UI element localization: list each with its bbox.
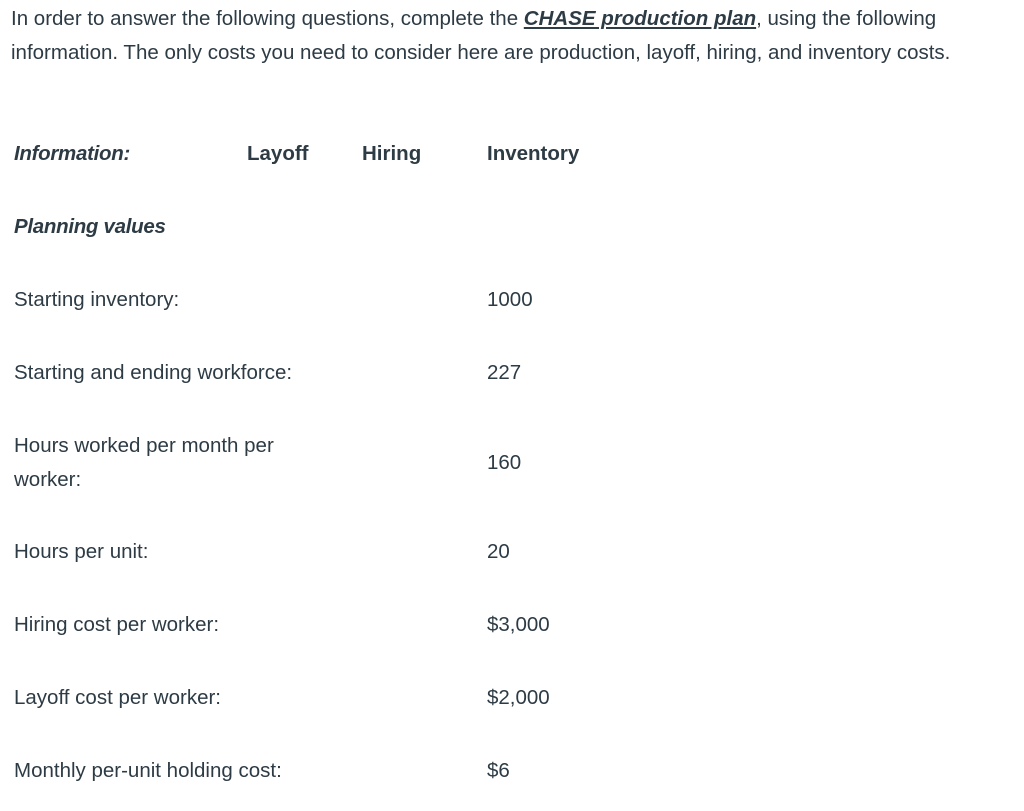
- row-label-holding-cost: Monthly per-unit holding cost:: [14, 759, 282, 782]
- intro-text-before: In order to answer the following questions, complete the: [11, 7, 524, 30]
- row-value-starting-inventory: 1000: [487, 288, 533, 311]
- inventory-column-header: Inventory: [487, 142, 580, 165]
- row-label-hiring-cost: Hiring cost per worker:: [14, 613, 220, 636]
- row-label-hours-per-unit: Hours per unit:: [14, 540, 149, 563]
- intro-text-after: , using the following information. The only costs you need to consider here are production, layoff, hiring, and inventory costs.: [11, 7, 951, 64]
- row-value-hours-per-unit: 20: [487, 540, 510, 563]
- row-value-hiring-cost: $3,000: [487, 613, 550, 636]
- chase-production-plan-link[interactable]: CHASE production plan: [523, 7, 757, 30]
- row-label-layoff-cost: Layoff cost per worker:: [14, 686, 221, 709]
- row-value-workforce: 227: [487, 361, 522, 384]
- row-value-hours-per-month: 160: [487, 451, 522, 474]
- intro-paragraph: [11, 2, 1011, 69]
- row-label-hours-per-month: Hours worked per month per worker:: [14, 434, 274, 491]
- row-value-holding-cost: $6: [487, 759, 510, 782]
- hiring-column-header: Hiring: [362, 142, 422, 165]
- row-label-workforce: Starting and ending workforce:: [14, 361, 293, 384]
- layoff-column-header: Layoff: [247, 142, 309, 165]
- row-label-starting-inventory: Starting inventory:: [14, 288, 180, 311]
- information-header: Information:: [14, 142, 130, 165]
- row-value-layoff-cost: $2,000: [487, 686, 550, 709]
- planning-values-section-label: Planning values: [14, 215, 166, 238]
